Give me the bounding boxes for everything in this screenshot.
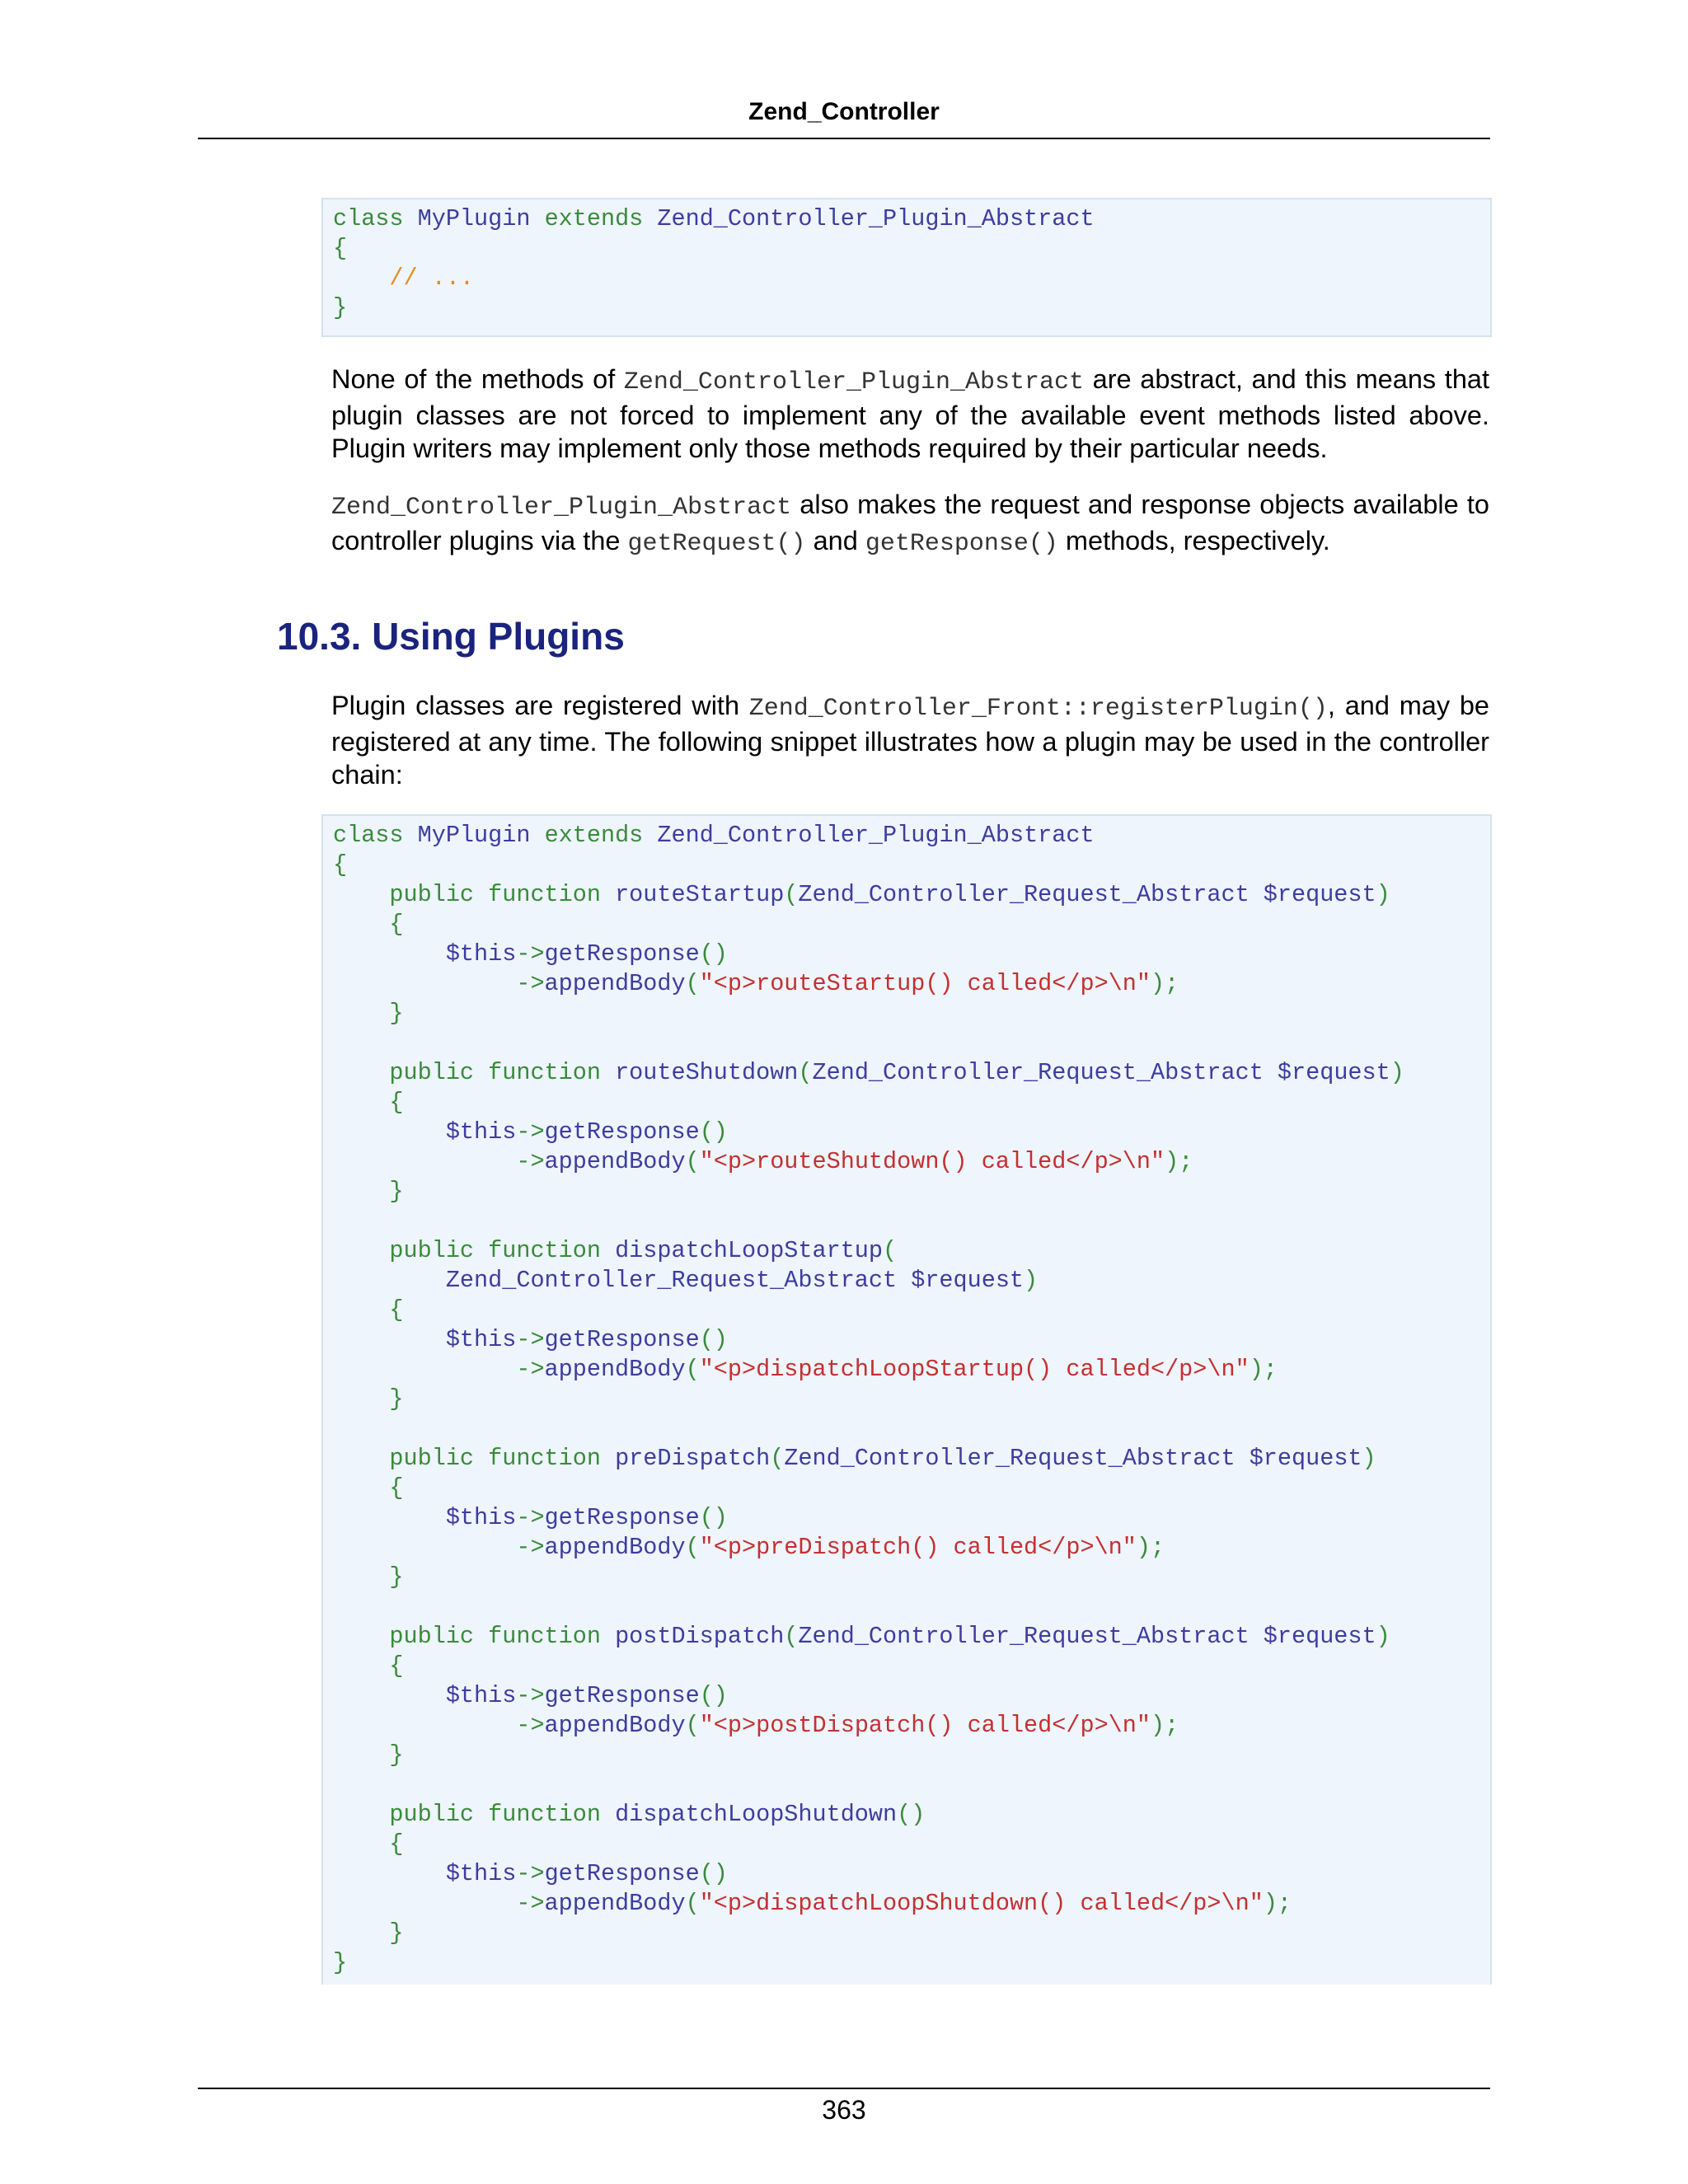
code-token: ( [685, 1890, 700, 1917]
code-line [333, 1296, 1490, 1325]
inline-code: Zend_Controller_Front::registerPlugin() [748, 695, 1328, 723]
code-token: postDispatch [615, 1623, 785, 1650]
code-token: ) [1376, 881, 1390, 908]
code-token: appendBody [544, 1148, 686, 1175]
code-token: () [699, 1682, 728, 1709]
footer-rule [198, 2088, 1490, 2089]
paragraph-text: None of the methods of [331, 364, 624, 394]
code-token: ( [685, 970, 700, 997]
code-token: Zend_Controller_Request_Abstract $request [784, 1445, 1362, 1472]
code-line [333, 1652, 1490, 1681]
code-token: dispatchLoopStartup [615, 1237, 884, 1264]
code-line [333, 1592, 1490, 1622]
code-token: public function [333, 1445, 616, 1472]
code-token: { [333, 851, 348, 879]
code-token: $this [333, 940, 517, 968]
inline-code: getRequest() [627, 530, 806, 558]
code-line [333, 1681, 1490, 1711]
code-token: appendBody [544, 1890, 686, 1917]
code-token: $this [333, 1504, 517, 1531]
code-line [333, 1711, 1490, 1741]
paragraph-text: also makes the request and response objects available to controller plugins via the [331, 490, 1489, 555]
code-token: -> [516, 940, 545, 968]
code-token: Zend_Controller_Request_Abstract $request [812, 1059, 1390, 1086]
code-line [333, 1414, 1490, 1444]
code-line [333, 1029, 1490, 1058]
code-token: -> [333, 1356, 545, 1383]
code-token: ( [784, 1623, 799, 1650]
code-token: class [333, 822, 418, 849]
code-line [333, 940, 1490, 969]
code-line [333, 1800, 1490, 1830]
code-token: -> [333, 1148, 545, 1175]
section-title: 10.3. Using Plugins [277, 615, 625, 658]
code-token: { [333, 1830, 404, 1858]
code-token: { [333, 1474, 404, 1502]
code-token: ) [1362, 1445, 1376, 1472]
code-line [333, 1147, 1490, 1177]
code-token: -> [333, 1890, 545, 1917]
code-token: "<p>routeStartup() called</p>\n" [699, 970, 1151, 997]
code-token: () [699, 1326, 728, 1353]
code-line [333, 1177, 1490, 1207]
code-token: -> [516, 1326, 545, 1353]
code-line [333, 969, 1490, 999]
code-token: class [333, 205, 418, 232]
code-line [333, 1325, 1490, 1355]
code-line [333, 1859, 1490, 1889]
code-line [333, 1385, 1490, 1414]
code-line [333, 880, 1490, 910]
code-token: // ... [389, 265, 475, 292]
code-line [333, 1770, 1490, 1800]
paragraph-text: methods, respectively. [1057, 526, 1330, 555]
code-token: ); [1150, 970, 1179, 997]
code-token: { [333, 1296, 404, 1324]
code-block [321, 198, 1492, 337]
code-token: appendBody [544, 1534, 686, 1561]
code-token: ( [770, 1445, 785, 1472]
paragraph-text: are abstract, and this means that plugin classes are not forced to implement any of the available event methods listed above. Plugin writers may implement only those methods required by their particular needs. [331, 364, 1489, 463]
code-token: getResponse [544, 1504, 700, 1531]
code-token: { [333, 911, 404, 938]
code-token: $this [333, 1860, 517, 1887]
code-token: preDispatch [615, 1445, 771, 1472]
code-token: -> [333, 970, 545, 997]
code-line [333, 1207, 1490, 1236]
inline-code: Zend_Controller_Plugin_Abstract [623, 368, 1085, 396]
code-token: Zend_Controller_Plugin_Abstract [657, 822, 1095, 849]
paragraph-text: , and may be registered at any time. The following snippet illustrates how a plugin may be used in the controller chain: [331, 691, 1489, 790]
code-token: -> [333, 1534, 545, 1561]
code-token: { [333, 235, 348, 262]
code-line [333, 1919, 1490, 1948]
code-line [333, 1058, 1490, 1088]
code-token: routeStartup [615, 881, 785, 908]
paragraph [331, 363, 1489, 465]
code-token: dispatchLoopShutdown [615, 1801, 898, 1828]
code-line [333, 1355, 1490, 1385]
code-line [333, 1236, 1490, 1266]
code-token: public function [333, 1623, 616, 1650]
code-line [333, 821, 1490, 851]
paragraph [331, 488, 1489, 560]
code-line [333, 1622, 1490, 1652]
header-rule [198, 138, 1490, 139]
code-line [333, 999, 1490, 1029]
code-token: Zend_Controller_Request_Abstract $request [798, 1623, 1376, 1650]
code-line [333, 1889, 1490, 1919]
code-token: ); [1249, 1356, 1278, 1383]
code-token: { [333, 1652, 404, 1680]
code-token: -> [516, 1504, 545, 1531]
code-token: -> [516, 1860, 545, 1887]
code-token: () [699, 1860, 728, 1887]
code-token: Zend_Controller_Plugin_Abstract [657, 205, 1095, 232]
code-token: Zend_Controller_Request_Abstract $request [798, 881, 1376, 908]
code-token [333, 265, 389, 292]
code-token: -> [333, 1712, 545, 1739]
code-line [333, 1088, 1490, 1118]
code-line [333, 851, 1490, 880]
code-token: "<p>postDispatch() called</p>\n" [699, 1712, 1151, 1739]
running-header: Zend_Controller [748, 98, 940, 125]
code-token: Zend_Controller_Request_Abstract $request [333, 1267, 1025, 1294]
code-token: getResponse [544, 940, 700, 968]
code-token: } [333, 1000, 404, 1027]
code-token: ) [1390, 1059, 1404, 1086]
code-token: () [897, 1801, 926, 1828]
code-token: $this [333, 1118, 517, 1146]
code-token: extends [544, 205, 658, 232]
code-token: ); [1136, 1534, 1165, 1561]
code-token: -> [516, 1118, 545, 1146]
code-token: $this [333, 1682, 517, 1709]
code-block [321, 814, 1492, 1985]
code-token: $this [333, 1326, 517, 1353]
inline-code: getResponse() [865, 530, 1058, 558]
code-token: } [333, 1178, 404, 1205]
code-token: } [333, 1919, 404, 1947]
code-token: () [699, 1504, 728, 1531]
code-token: "<p>dispatchLoopStartup() called</p>\n" [699, 1356, 1250, 1383]
code-line [333, 1563, 1490, 1592]
code-line [333, 1118, 1490, 1147]
code-line [333, 1830, 1490, 1859]
code-token: public function [333, 1237, 616, 1264]
code-token: MyPlugin [417, 822, 545, 849]
code-token: ( [883, 1237, 898, 1264]
inline-code: Zend_Controller_Plugin_Abstract [331, 494, 792, 522]
code-token: { [333, 1089, 404, 1116]
code-token: extends [544, 822, 658, 849]
code-token: ( [784, 881, 799, 908]
code-token: appendBody [544, 1712, 686, 1739]
code-token: -> [516, 1682, 545, 1709]
code-token: ( [685, 1356, 700, 1383]
code-token: appendBody [544, 970, 686, 997]
code-line [333, 234, 1490, 264]
code-token: ) [1024, 1267, 1039, 1294]
code-token: } [333, 1741, 404, 1769]
code-line [333, 1266, 1490, 1296]
code-token: getResponse [544, 1326, 700, 1353]
code-line [333, 1741, 1490, 1770]
code-token: "<p>routeShutdown() called</p>\n" [699, 1148, 1165, 1175]
code-line [333, 293, 1490, 323]
code-token: ); [1263, 1890, 1292, 1917]
code-token: } [333, 294, 348, 321]
code-line [333, 910, 1490, 940]
code-token: "<p>preDispatch() called</p>\n" [699, 1534, 1137, 1561]
code-token: public function [333, 881, 616, 908]
code-token: ( [685, 1148, 700, 1175]
code-token: getResponse [544, 1860, 700, 1887]
code-line [333, 1533, 1490, 1563]
code-token: public function [333, 1059, 616, 1086]
code-token: } [333, 1949, 348, 1976]
paragraph [331, 689, 1489, 791]
code-token: getResponse [544, 1118, 700, 1146]
code-token: ); [1165, 1148, 1193, 1175]
code-line [333, 1444, 1490, 1474]
code-token: ( [798, 1059, 813, 1086]
code-line [333, 264, 1490, 293]
code-token: ) [1376, 1623, 1390, 1650]
code-line [333, 204, 1490, 234]
code-line [333, 1503, 1490, 1533]
code-token: () [699, 1118, 728, 1146]
code-line [333, 1948, 1490, 1978]
code-token: } [333, 1563, 404, 1591]
code-token: ( [685, 1534, 700, 1561]
code-token: ); [1150, 1712, 1179, 1739]
code-token: appendBody [544, 1356, 686, 1383]
code-token: } [333, 1385, 404, 1413]
code-token: getResponse [544, 1682, 700, 1709]
code-line [333, 1474, 1490, 1503]
paragraph-text: and [805, 526, 865, 555]
code-token: "<p>dispatchLoopShutdown() called</p>\n" [699, 1890, 1264, 1917]
paragraph-text: Plugin classes are registered with [331, 691, 749, 720]
code-token: ( [685, 1712, 700, 1739]
code-token: () [699, 940, 728, 968]
code-token: public function [333, 1801, 616, 1828]
code-token: routeShutdown [615, 1059, 799, 1086]
code-token: MyPlugin [417, 205, 545, 232]
page-number: 363 [822, 2095, 866, 2125]
